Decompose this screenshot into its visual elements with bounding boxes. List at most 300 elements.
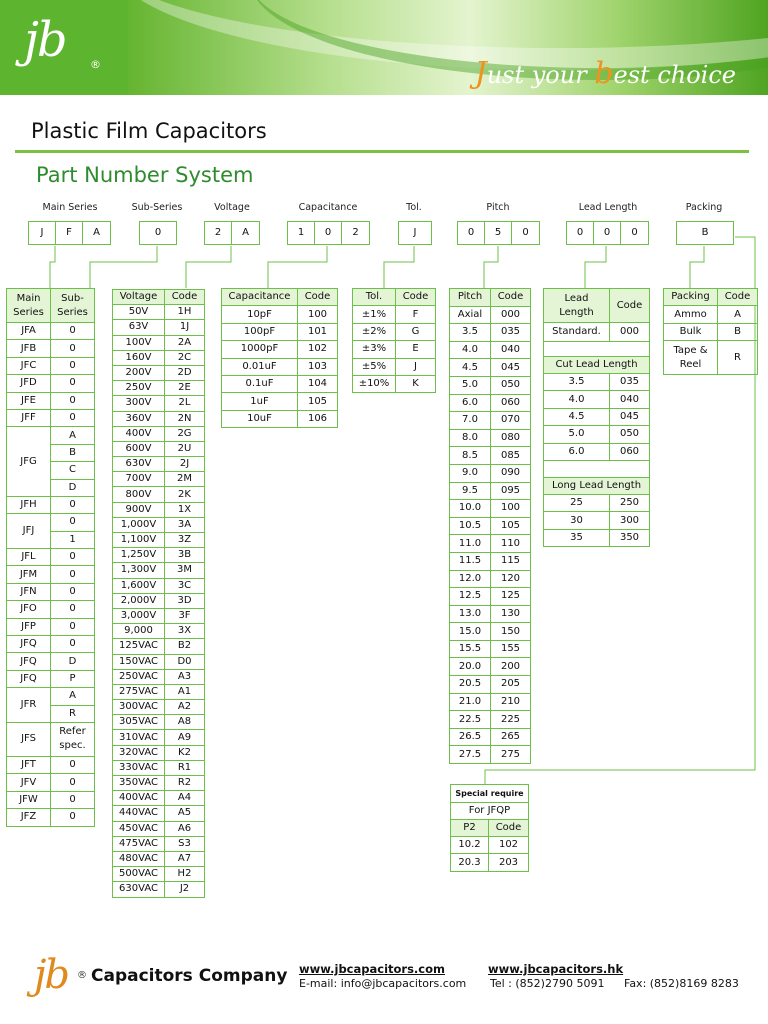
sub-series-cell: 0 <box>51 357 95 374</box>
value-cell: 6.0 <box>544 443 610 460</box>
column-header: Code <box>718 289 758 306</box>
value-cell: 30 <box>544 512 610 529</box>
main-series-cell: JFM <box>7 566 51 583</box>
spacer-cell <box>544 460 650 477</box>
table-row <box>7 670 95 687</box>
sub-series-cell: C <box>51 462 95 479</box>
value-cell: 1,100V <box>113 533 165 548</box>
column-header: Code <box>165 290 205 305</box>
value-cell: Standard. <box>544 323 610 342</box>
special-require-table <box>450 784 529 872</box>
value-cell: 1,000V <box>113 517 165 532</box>
value-cell: 11.0 <box>450 535 491 553</box>
value-cell: 3,000V <box>113 608 165 623</box>
value-cell: 13.0 <box>450 605 491 623</box>
value-cell: 125VAC <box>113 639 165 654</box>
table-row <box>7 340 95 357</box>
code-cell: 095 <box>491 482 531 500</box>
code-cell: B2 <box>165 639 205 654</box>
code-digit: 0 <box>567 222 594 244</box>
code-cell: 3Z <box>165 533 205 548</box>
table-row <box>450 676 531 694</box>
main-series-cell: JFJ <box>7 514 51 549</box>
value-cell: 160V <box>113 350 165 365</box>
value-cell: 700V <box>113 472 165 487</box>
value-cell: 275VAC <box>113 684 165 699</box>
value-cell: 900V <box>113 502 165 517</box>
sub-series-cell: 0 <box>51 549 95 566</box>
table-row <box>113 593 205 608</box>
fax-text: Fax: (852)8169 8283 <box>624 977 739 990</box>
value-cell: 4.0 <box>450 341 491 359</box>
code-cell: 090 <box>491 464 531 482</box>
code-digit: F <box>56 222 83 244</box>
table-row <box>450 464 531 482</box>
table-row <box>450 341 531 359</box>
code-cell: 3D <box>165 593 205 608</box>
code-cell: A6 <box>165 821 205 836</box>
table-row <box>222 375 338 392</box>
sub-series-cell: 0 <box>51 392 95 409</box>
table-row <box>450 570 531 588</box>
connector-tol <box>384 246 414 288</box>
main-series-cell: JFN <box>7 583 51 600</box>
value-cell: 10.2 <box>451 837 489 854</box>
main-series-cell: JFQ <box>7 636 51 653</box>
table-row <box>7 566 95 583</box>
sub-series-cell: 0 <box>51 601 95 618</box>
code-cell: 3B <box>165 548 205 563</box>
table-row <box>7 636 95 653</box>
code-cell: 125 <box>491 588 531 606</box>
code-cell: 2N <box>165 411 205 426</box>
table-row <box>113 350 205 365</box>
section-title: Cut Lead Length <box>544 357 650 374</box>
value-cell: ±1% <box>353 306 396 323</box>
table-row <box>113 669 205 684</box>
header-capacitance: Capacitance <box>298 202 358 213</box>
code-cell: A4 <box>165 791 205 806</box>
table-subtitle-row <box>451 803 529 820</box>
table-row <box>113 517 205 532</box>
table-row <box>113 533 205 548</box>
table-row <box>7 688 95 705</box>
header-pitch: Pitch <box>486 202 510 213</box>
sub-series-cell: 0 <box>51 496 95 513</box>
table-row <box>544 408 650 425</box>
code-cell: 040 <box>491 341 531 359</box>
code-cell: S3 <box>165 836 205 851</box>
value-cell: 10.0 <box>450 500 491 518</box>
table-row <box>113 487 205 502</box>
code-cell: 205 <box>491 676 531 694</box>
code-cell: A8 <box>165 715 205 730</box>
value-cell: 310VAC <box>113 730 165 745</box>
table-row <box>450 429 531 447</box>
table-row <box>7 653 95 670</box>
table-row <box>113 411 205 426</box>
value-cell: 10.5 <box>450 517 491 535</box>
code-cell: D0 <box>165 654 205 669</box>
value-cell: 25 <box>544 494 610 511</box>
table-section-row <box>544 357 650 374</box>
code-cell: B <box>718 323 758 340</box>
code-cell: 250 <box>610 494 650 511</box>
table-row <box>451 837 529 854</box>
table-row <box>222 323 338 340</box>
code-cell: 210 <box>491 693 531 711</box>
table-row <box>353 341 436 358</box>
value-cell: 1,300V <box>113 563 165 578</box>
value-cell: 11.5 <box>450 552 491 570</box>
table-row <box>7 496 95 513</box>
code-cell: 045 <box>491 359 531 377</box>
code-cell: K <box>396 375 436 392</box>
sub-series-cell: 0 <box>51 323 95 340</box>
code-cell: 110 <box>491 535 531 553</box>
value-cell: 480VAC <box>113 851 165 866</box>
table-row <box>222 358 338 375</box>
main-series-cell: JFR <box>7 688 51 723</box>
code-cell: 2U <box>165 441 205 456</box>
code-cell: A2 <box>165 700 205 715</box>
main-series-cell: JFC <box>7 357 51 374</box>
code-cell: R2 <box>165 776 205 791</box>
main-series-cell: JFF <box>7 409 51 426</box>
table-row <box>544 494 650 511</box>
website-link-com[interactable]: www.jbcapacitors.com <box>299 962 445 976</box>
value-cell: 5.0 <box>450 376 491 394</box>
code-cell: F <box>396 306 436 323</box>
value-cell: 21.0 <box>450 693 491 711</box>
code-cell: 000 <box>491 306 531 324</box>
table-row <box>113 624 205 639</box>
voltage-table <box>112 289 205 898</box>
table-row <box>113 365 205 380</box>
table-row <box>113 639 205 654</box>
table-row <box>353 323 436 340</box>
table-spacer <box>544 460 650 477</box>
value-cell: 1,250V <box>113 548 165 563</box>
code-digit: 0 <box>458 222 485 244</box>
table-row <box>113 806 205 821</box>
page-title: Plastic Film Capacitors <box>31 119 267 143</box>
value-cell: 250V <box>113 381 165 396</box>
code-cell: 1J <box>165 320 205 335</box>
code-cell: 100 <box>491 500 531 518</box>
code-cell: 2A <box>165 335 205 350</box>
code-cell: 2C <box>165 350 205 365</box>
connector-capacitance <box>268 246 327 288</box>
value-cell: 20.5 <box>450 676 491 694</box>
code-cell: 3F <box>165 608 205 623</box>
table-row <box>113 578 205 593</box>
packing-table <box>663 288 758 375</box>
value-cell: 4.0 <box>544 391 610 408</box>
table-row <box>544 512 650 529</box>
main-series-cell: JFZ <box>7 809 51 826</box>
main-series-cell: JFQ <box>7 670 51 687</box>
code-cell: 203 <box>489 854 529 871</box>
value-cell: 3.5 <box>450 324 491 342</box>
table-header-row <box>353 289 436 306</box>
page-subtitle: Part Number System <box>36 163 254 187</box>
header-main-series: Main Series <box>42 202 98 213</box>
header-voltage: Voltage <box>214 202 250 213</box>
table-row <box>113 745 205 760</box>
code-cell: A <box>718 306 758 323</box>
table-row <box>222 341 338 358</box>
code-digit: 1 <box>288 222 315 244</box>
table-row <box>450 693 531 711</box>
code-cell: 120 <box>491 570 531 588</box>
value-cell: 475VAC <box>113 836 165 851</box>
code-cell: 060 <box>610 443 650 460</box>
value-cell: 305VAC <box>113 715 165 730</box>
code-cell: 045 <box>610 408 650 425</box>
website-link-hk[interactable]: www.jbcapacitors.hk <box>488 962 624 976</box>
table-row <box>7 618 95 635</box>
value-cell: 1uF <box>222 393 298 410</box>
table-row <box>7 323 95 340</box>
table-row <box>450 394 531 412</box>
code-digit: 0 <box>631 227 638 238</box>
slogan-initial: b <box>594 56 614 91</box>
table-row <box>353 358 436 375</box>
sub-series-cell: P <box>51 670 95 687</box>
value-cell: 0.01uF <box>222 358 298 375</box>
code-cell: R <box>718 341 758 375</box>
column-header: Voltage <box>113 290 165 305</box>
value-cell: 27.5 <box>450 746 491 764</box>
table-row <box>450 746 531 764</box>
code-cell: 130 <box>491 605 531 623</box>
value-cell: ±5% <box>353 358 396 375</box>
connector-packing <box>690 246 704 288</box>
table-row <box>113 791 205 806</box>
table-row <box>7 357 95 374</box>
table-header-row <box>7 289 95 323</box>
code-cell: K2 <box>165 745 205 760</box>
table-row <box>450 447 531 465</box>
table-row <box>113 776 205 791</box>
connector-pitch <box>484 246 498 288</box>
code-cell: A1 <box>165 684 205 699</box>
table-row <box>544 391 650 408</box>
value-cell: 20.3 <box>451 854 489 871</box>
table-row <box>113 548 205 563</box>
code-cell: 200 <box>491 658 531 676</box>
table-row <box>113 563 205 578</box>
code-cell: 300 <box>610 512 650 529</box>
value-cell: 320VAC <box>113 745 165 760</box>
table-row <box>7 409 95 426</box>
code-cell: 080 <box>491 429 531 447</box>
code-cell: 106 <box>298 410 338 427</box>
code-cell: 040 <box>610 391 650 408</box>
code-cell: 102 <box>298 341 338 358</box>
company-name: Capacitors Company <box>91 966 288 986</box>
value-cell: ±10% <box>353 375 396 392</box>
sub-series-cell: 0 <box>51 791 95 808</box>
code-cell: 2J <box>165 457 205 472</box>
column-header: Code <box>396 289 436 306</box>
code-digit: A <box>93 227 100 238</box>
main-series-cell: JFD <box>7 375 51 392</box>
table-header-row <box>222 289 338 306</box>
main-series-cell: JFP <box>7 618 51 635</box>
sub-series-cell: 0 <box>51 514 95 531</box>
value-cell: ±2% <box>353 323 396 340</box>
special-title: Special require <box>451 785 529 803</box>
table-row <box>544 443 650 460</box>
value-cell: Axial <box>450 306 491 324</box>
value-cell: 8.5 <box>450 447 491 465</box>
table-row <box>450 588 531 606</box>
capacitance-table <box>221 288 338 428</box>
value-cell: 7.0 <box>450 412 491 430</box>
value-cell: 2,000V <box>113 593 165 608</box>
value-cell: 330VAC <box>113 760 165 775</box>
column-header: Sub- Series <box>51 289 95 323</box>
main-series-cell: JFA <box>7 323 51 340</box>
table-row <box>7 583 95 600</box>
spacer-cell <box>544 342 650 357</box>
column-header: Code <box>610 289 650 323</box>
main-series-cell: JFQ <box>7 653 51 670</box>
table-row <box>450 482 531 500</box>
table-header-row <box>113 290 205 305</box>
value-cell: 26.5 <box>450 728 491 746</box>
table-row <box>7 375 95 392</box>
code-cell: 1H <box>165 305 205 320</box>
value-cell: 63V <box>113 320 165 335</box>
value-cell: 6.0 <box>450 394 491 412</box>
value-cell: 500VAC <box>113 867 165 882</box>
registered-mark: ® <box>90 58 101 71</box>
table-row <box>450 728 531 746</box>
code-digit: 5 <box>485 222 512 244</box>
value-cell: 10uF <box>222 410 298 427</box>
table-row <box>664 306 758 323</box>
table-row <box>222 393 338 410</box>
table-row <box>7 549 95 566</box>
sub-series-cell: 0 <box>51 809 95 826</box>
code-cell: 050 <box>491 376 531 394</box>
value-cell: 4.5 <box>544 408 610 425</box>
value-cell: 3.5 <box>544 374 610 391</box>
code-cell: 1X <box>165 502 205 517</box>
sub-series-cell: D <box>51 653 95 670</box>
sub-series-cell: 0 <box>51 583 95 600</box>
code-digit: 0 <box>594 222 621 244</box>
code-cell: 105 <box>491 517 531 535</box>
value-cell: 350VAC <box>113 776 165 791</box>
table-section-row <box>544 477 650 494</box>
table-row <box>7 722 95 756</box>
code-digit: 0 <box>315 222 342 244</box>
code-cell: 275 <box>491 746 531 764</box>
value-cell: 100V <box>113 335 165 350</box>
code-cell: 060 <box>491 394 531 412</box>
main-series-cell: JFO <box>7 601 51 618</box>
header-packing: Packing <box>685 202 723 213</box>
main-series-cell: JFG <box>7 427 51 497</box>
code-cell: E <box>396 341 436 358</box>
sub-series-cell: R <box>51 705 95 722</box>
code-cell: 104 <box>298 375 338 392</box>
footer-registered-mark: ® <box>77 970 87 981</box>
code-cell: 155 <box>491 640 531 658</box>
slogan-part: est choice <box>613 61 736 89</box>
value-cell: 10pF <box>222 306 298 323</box>
slogan-part: ust your <box>486 61 595 89</box>
value-cell: Bulk <box>664 323 718 340</box>
header-lead-length: Lead Length <box>578 202 638 213</box>
code-cell: J2 <box>165 882 205 897</box>
code-cell: 102 <box>489 837 529 854</box>
code-cell: 035 <box>610 374 650 391</box>
table-row <box>7 809 95 826</box>
sub-series-cell: 1 <box>51 531 95 548</box>
table-row <box>7 791 95 808</box>
section-title: Long Lead Length <box>544 477 650 494</box>
column-header: Lead Length <box>544 289 610 323</box>
sub-series-cell: 0 <box>51 618 95 635</box>
main-series-cell: JFL <box>7 549 51 566</box>
value-cell: 400VAC <box>113 791 165 806</box>
code-cell: A9 <box>165 730 205 745</box>
table-row <box>450 535 531 553</box>
table-row <box>450 640 531 658</box>
table-row <box>222 410 338 427</box>
main-series-cell: JFW <box>7 791 51 808</box>
value-cell: 15.5 <box>450 640 491 658</box>
table-row <box>7 601 95 618</box>
code-cell: 070 <box>491 412 531 430</box>
code-digit: 2 <box>352 227 359 238</box>
table-row <box>450 306 531 324</box>
connector-sub <box>90 246 157 288</box>
table-row <box>113 335 205 350</box>
value-cell: 12.5 <box>450 588 491 606</box>
code-cell: 3M <box>165 563 205 578</box>
code-digit: 0 <box>522 227 529 238</box>
brand-logo: jb <box>24 12 66 68</box>
code-digit: 2 <box>205 222 232 244</box>
column-header: Code <box>489 820 529 837</box>
column-header: Capacitance <box>222 289 298 306</box>
special-subtitle: For JFQP <box>451 803 529 820</box>
column-header: Packing <box>664 289 718 306</box>
code-digit: 0 <box>154 227 162 238</box>
table-row <box>7 756 95 773</box>
column-header: Tol. <box>353 289 396 306</box>
table-row <box>113 502 205 517</box>
sub-series-cell: 0 <box>51 774 95 791</box>
value-cell: 0.1uF <box>222 375 298 392</box>
table-row <box>450 711 531 729</box>
table-row <box>113 396 205 411</box>
table-row <box>450 552 531 570</box>
column-header: P2 <box>451 820 489 837</box>
column-header: Pitch <box>450 289 491 307</box>
table-row <box>450 623 531 641</box>
value-cell: 15.0 <box>450 623 491 641</box>
table-row <box>113 700 205 715</box>
table-row <box>450 658 531 676</box>
table-row <box>113 457 205 472</box>
